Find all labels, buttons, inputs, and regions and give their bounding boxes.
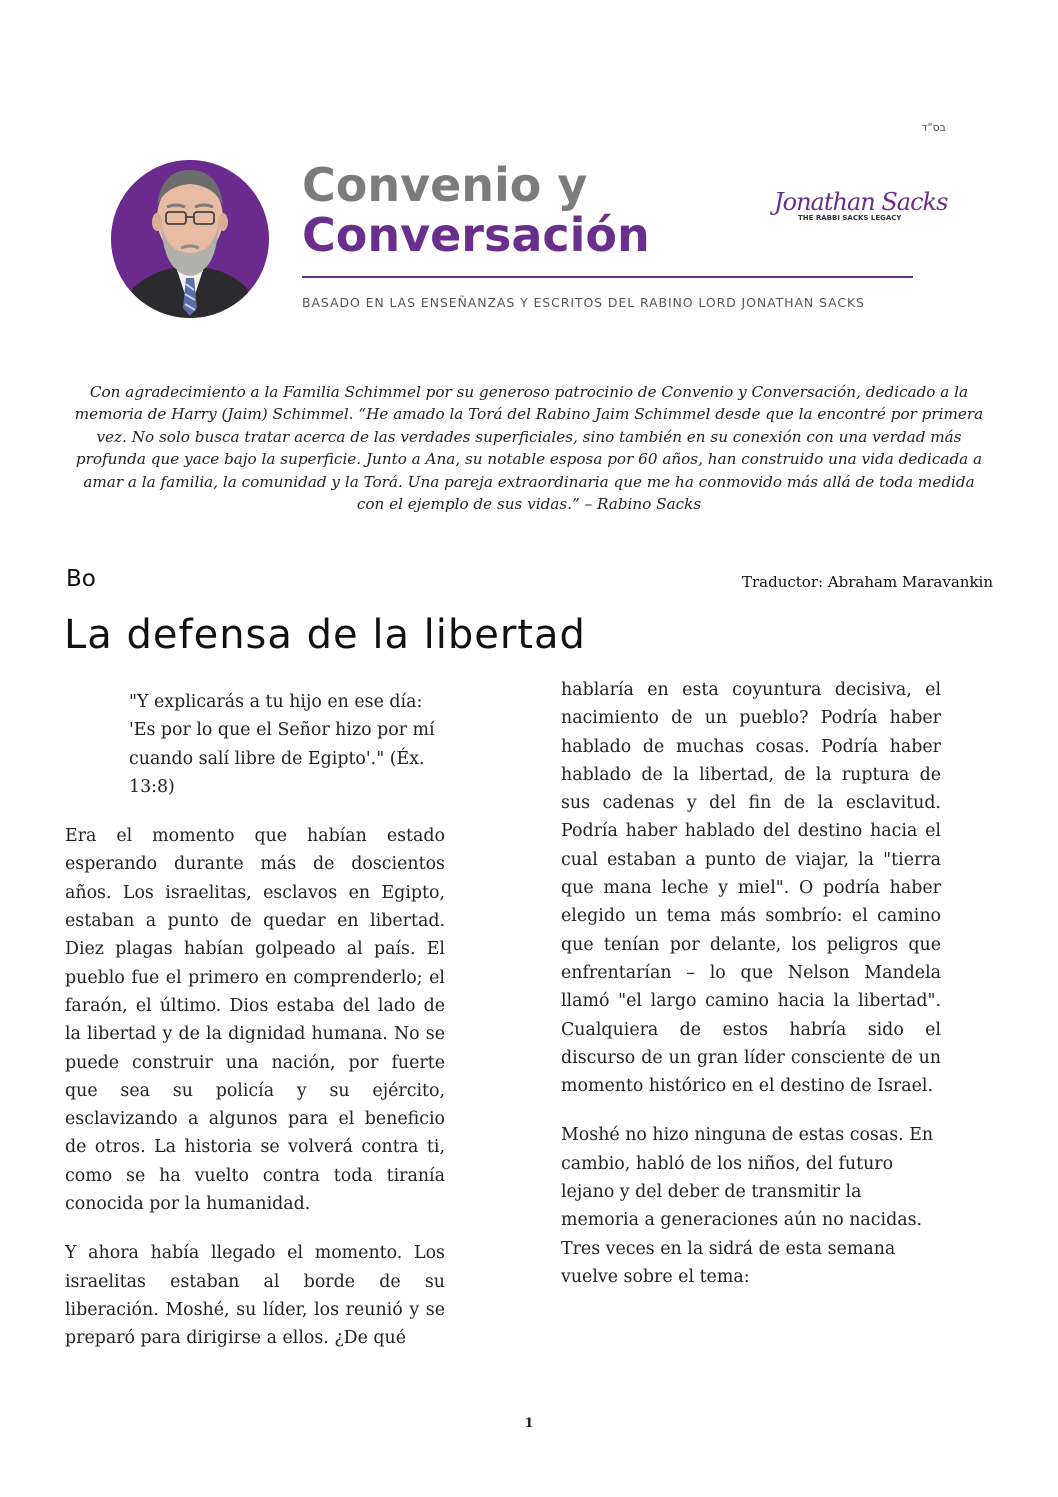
article-column-left — [65, 676, 445, 1353]
author-portrait — [111, 160, 269, 318]
brand-title — [302, 160, 650, 260]
header-subtitle: BASADO EN LAS ENSEÑANZAS Y ESCRITOS DEL RABINO LORD JONATHAN SACKS — [302, 295, 865, 310]
brand-title-line2: Conversación — [302, 208, 650, 262]
body-paragraph: hablaría en esta coyuntura decisiva, el nacimiento de un pueblo? Podría haber hablado de muchas cosas. Podría haber hablado de la libertad, de la ruptura de sus cadenas y del fin de la esclavitud. Podría haber hablado del destino hacia el cual estaban a punto de viajar, la "tierra que mana leche y miel". O podría haber elegido un tema más sombrío: el camino que tenían por delante, los peligros que enfrentarían – lo que Nelson Mandela llamó "el largo camino hacia la libertad". Cualquiera de estos habría sido el discurso de un gran líder consciente de un momento histórico en el destino de Israel. — [561, 680, 941, 1097]
body-paragraph: Moshé no hizo ninguna de estas cosas. En cambio, habló de los niños, del futuro lejano y del deber de transmitir la memoria a generaciones aún no nacidas. Tres veces en la sidrá de esta semana vuelve sobre el tema: — [561, 1125, 934, 1287]
opening-quote: "Y explicarás a tu hijo en ese día: 'Es por lo que el Señor hizo por mí cuando salí libre de Egipto'." (Éx. 13:8) — [129, 692, 435, 797]
body-paragraph: Y ahora había llegado el momento. Los israelitas estaban al borde de su liberación. Moshé, su líder, los reunió y se preparó para dirigirse a ellos. ¿De qué — [65, 1243, 445, 1349]
header-divider — [302, 276, 913, 278]
signature-script: Jonathan Sacks — [774, 188, 948, 216]
body-paragraph: Era el momento que habían estado esperando durante más de doscientos años. Los israelitas, esclavos en Egipto, estaban a punto de quedar en libertad. Diez plagas habían golpeado al país. El pueblo fue el primero en comprenderlo; el faraón, el último. Dios estaba del lado de la libertad y de la dignidad humana. No se puede construir una nación, por fuerte que sea su policía y su ejército, esclavizando a algunos para el beneficio de otros. La historia se volverá contra ti, como se ha vuelto contra toda tiranía conocida por la humanidad. — [65, 826, 445, 1215]
rabbi-sacks-legacy-logo — [774, 188, 948, 222]
parasha-name: Bo — [66, 566, 96, 592]
translator-credit: Traductor: Abraham Maravankin — [741, 573, 993, 591]
page-number: 1 — [524, 1416, 534, 1431]
article-title: La defensa de la libertad — [64, 612, 586, 658]
article-column-right — [561, 676, 941, 1291]
legacy-tagline: THE RABBI SACKS LEGACY — [798, 214, 902, 222]
dedication-text: Con agradecimiento a la Familia Schimmel por su generoso patrocinio de Convenio y Conversación, dedicado a la memoria de Harry (Jaim) Schimmel. “He amado la Torá del Rabino Jaim Schimmel desde que la encontré por primera vez. No solo busca tratar acerca de las verdades superficiales, sino también en su conexión con una verdad más profunda que yace bajo la superficie. Junto a Ana, su notable esposa por 60 años, han construido una vida dedicada a amar a la familia, la comunidad y la Torá. Una pareja extraordinaria que me ha conmovido más allá de toda medida con el ejemplo de sus vidas.” – Rabino Sacks — [74, 383, 984, 514]
brand-title-line1: Convenio y — [302, 158, 588, 212]
bsd-mark: בס"ד — [921, 121, 946, 134]
